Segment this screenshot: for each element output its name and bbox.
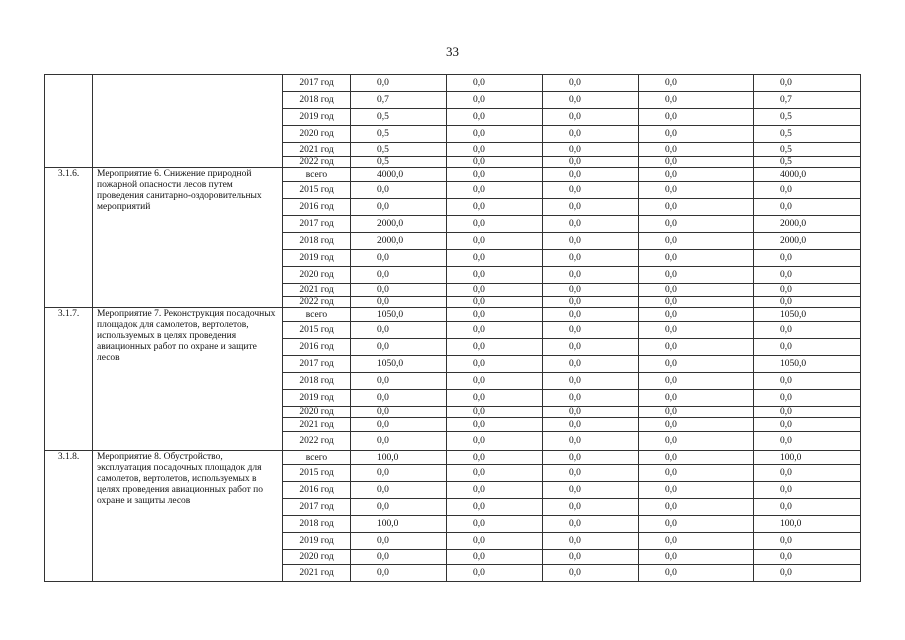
amount-cell: 0,0 xyxy=(639,216,754,233)
amount-cell: 0,0 xyxy=(639,356,754,373)
amount-cell: 0,0 xyxy=(447,157,543,168)
amount-cell: 0,0 xyxy=(543,533,639,550)
period-cell: 2017 год xyxy=(283,75,351,92)
amount-cell: 0,0 xyxy=(543,168,639,182)
activity-code: 3.1.8. xyxy=(45,451,93,582)
period-cell: 2016 год xyxy=(283,339,351,356)
amount-cell: 0,0 xyxy=(351,407,447,418)
amount-cell: 0,0 xyxy=(754,432,861,451)
amount-cell: 0,0 xyxy=(351,182,447,199)
amount-cell: 0,0 xyxy=(639,109,754,126)
amount-cell: 4000,0 xyxy=(754,168,861,182)
amount-cell: 0,0 xyxy=(447,356,543,373)
amount-cell: 0,0 xyxy=(447,465,543,482)
amount-cell: 0,0 xyxy=(543,182,639,199)
amount-cell: 0,0 xyxy=(447,75,543,92)
period-cell: 2019 год xyxy=(283,250,351,267)
amount-cell: 0,0 xyxy=(639,550,754,565)
amount-cell: 0,0 xyxy=(447,182,543,199)
period-cell: 2021 год xyxy=(283,143,351,157)
amount-cell: 0,0 xyxy=(447,109,543,126)
amount-cell: 0,0 xyxy=(447,407,543,418)
amount-cell: 2000,0 xyxy=(351,233,447,250)
period-cell: 2022 год xyxy=(283,157,351,168)
amount-cell: 0,0 xyxy=(754,533,861,550)
amount-cell: 0,0 xyxy=(447,390,543,407)
amount-cell: 0,0 xyxy=(543,126,639,143)
amount-cell: 0,5 xyxy=(754,126,861,143)
amount-cell: 0,0 xyxy=(543,356,639,373)
amount-cell: 0,0 xyxy=(754,373,861,390)
amount-cell: 0,0 xyxy=(754,339,861,356)
amount-cell: 0,0 xyxy=(639,407,754,418)
amount-cell: 0,0 xyxy=(639,533,754,550)
amount-cell: 0,0 xyxy=(351,390,447,407)
amount-cell: 0,0 xyxy=(639,482,754,499)
activity-description xyxy=(93,75,283,168)
amount-cell: 0,0 xyxy=(543,233,639,250)
amount-cell: 0,0 xyxy=(351,499,447,516)
amount-cell: 0,0 xyxy=(351,284,447,297)
amount-cell: 0,0 xyxy=(639,168,754,182)
amount-cell: 1050,0 xyxy=(351,356,447,373)
amount-cell: 0,0 xyxy=(754,297,861,308)
amount-cell: 0,0 xyxy=(447,418,543,432)
amount-cell: 0,0 xyxy=(351,339,447,356)
period-cell: всего xyxy=(283,451,351,465)
amount-cell: 0,0 xyxy=(543,157,639,168)
page-number: 33 xyxy=(446,44,459,59)
amount-cell: 4000,0 xyxy=(351,168,447,182)
amount-cell: 0,0 xyxy=(543,407,639,418)
amount-cell: 0,0 xyxy=(447,233,543,250)
amount-cell: 100,0 xyxy=(754,516,861,533)
amount-cell: 0,0 xyxy=(543,499,639,516)
period-cell: 2018 год xyxy=(283,373,351,390)
amount-cell: 0,0 xyxy=(543,199,639,216)
amount-cell: 100,0 xyxy=(754,451,861,465)
amount-cell: 1050,0 xyxy=(754,308,861,322)
amount-cell: 0,0 xyxy=(754,465,861,482)
period-cell: 2020 год xyxy=(283,407,351,418)
amount-cell: 0,0 xyxy=(351,250,447,267)
amount-cell: 0,0 xyxy=(447,482,543,499)
amount-cell: 0,0 xyxy=(351,322,447,339)
amount-cell: 0,0 xyxy=(543,418,639,432)
amount-cell: 0,0 xyxy=(639,322,754,339)
period-cell: 2015 год xyxy=(283,182,351,199)
amount-cell: 0,0 xyxy=(447,126,543,143)
table-row xyxy=(45,168,861,182)
amount-cell: 0,0 xyxy=(447,143,543,157)
period-cell: 2019 год xyxy=(283,533,351,550)
period-cell: 2018 год xyxy=(283,233,351,250)
amount-cell: 0,0 xyxy=(351,418,447,432)
amount-cell: 0,5 xyxy=(754,143,861,157)
amount-cell: 0,0 xyxy=(754,390,861,407)
amount-cell: 0,0 xyxy=(639,418,754,432)
amount-cell: 0,0 xyxy=(447,284,543,297)
activity-code xyxy=(45,75,93,168)
amount-cell: 0,0 xyxy=(447,533,543,550)
period-cell: всего xyxy=(283,308,351,322)
amount-cell: 0,0 xyxy=(447,451,543,465)
amount-cell: 0,0 xyxy=(447,199,543,216)
period-cell: 2017 год xyxy=(283,216,351,233)
amount-cell: 0,0 xyxy=(754,565,861,582)
activity-description: Мероприятие 6. Снижение природной пожарной опасности лесов путем проведения санитарно-оздоровительных мероприятий xyxy=(93,168,283,308)
amount-cell: 0,0 xyxy=(351,482,447,499)
amount-cell: 0,0 xyxy=(543,143,639,157)
amount-cell: 0,0 xyxy=(639,297,754,308)
amount-cell: 0,0 xyxy=(754,199,861,216)
amount-cell: 0,5 xyxy=(351,143,447,157)
amount-cell: 0,0 xyxy=(447,168,543,182)
period-cell: 2015 год xyxy=(283,465,351,482)
period-cell: 2019 год xyxy=(283,109,351,126)
amount-cell: 0,0 xyxy=(543,250,639,267)
amount-cell: 0,0 xyxy=(543,432,639,451)
amount-cell: 0,0 xyxy=(639,432,754,451)
period-cell: 2021 год xyxy=(283,418,351,432)
amount-cell: 0,0 xyxy=(447,92,543,109)
table-row xyxy=(45,451,861,465)
period-cell: 2022 год xyxy=(283,432,351,451)
amount-cell: 0,0 xyxy=(351,533,447,550)
amount-cell: 0,0 xyxy=(351,297,447,308)
amount-cell: 0,0 xyxy=(639,75,754,92)
amount-cell: 0,0 xyxy=(351,75,447,92)
activity-description: Мероприятие 8. Обустройство, эксплуатация посадочных площадок для самолетов, вертолетов, используемых в целях проведения авиационных работ по охране и защиты лесов xyxy=(93,451,283,582)
amount-cell: 0,0 xyxy=(351,550,447,565)
amount-cell: 0,0 xyxy=(543,465,639,482)
amount-cell: 0,0 xyxy=(754,418,861,432)
amount-cell: 0,0 xyxy=(447,267,543,284)
amount-cell: 0,0 xyxy=(639,308,754,322)
amount-cell: 0,0 xyxy=(754,322,861,339)
amount-cell: 0,0 xyxy=(543,92,639,109)
amount-cell: 0,5 xyxy=(754,109,861,126)
amount-cell: 0,0 xyxy=(639,250,754,267)
amount-cell: 0,0 xyxy=(543,322,639,339)
amount-cell: 0,0 xyxy=(447,322,543,339)
amount-cell: 0,0 xyxy=(754,407,861,418)
amount-cell: 0,0 xyxy=(754,482,861,499)
amount-cell: 1050,0 xyxy=(351,308,447,322)
period-cell: 2017 год xyxy=(283,499,351,516)
amount-cell: 0,0 xyxy=(543,109,639,126)
amount-cell: 2000,0 xyxy=(351,216,447,233)
amount-cell: 0,0 xyxy=(543,339,639,356)
amount-cell: 0,0 xyxy=(639,565,754,582)
period-cell: 2016 год xyxy=(283,482,351,499)
amount-cell: 0,0 xyxy=(543,75,639,92)
period-cell: 2019 год xyxy=(283,390,351,407)
amount-cell: 0,0 xyxy=(754,182,861,199)
period-cell: 2021 год xyxy=(283,284,351,297)
table-body xyxy=(45,75,861,582)
period-cell: 2020 год xyxy=(283,126,351,143)
period-cell: 2017 год xyxy=(283,356,351,373)
budget-table xyxy=(44,74,861,582)
amount-cell: 0,0 xyxy=(754,499,861,516)
activity-code: 3.1.6. xyxy=(45,168,93,308)
amount-cell: 0,0 xyxy=(351,267,447,284)
amount-cell: 0,0 xyxy=(639,339,754,356)
amount-cell: 0,0 xyxy=(754,550,861,565)
amount-cell: 0,0 xyxy=(447,565,543,582)
amount-cell: 0,0 xyxy=(543,267,639,284)
amount-cell: 0,0 xyxy=(447,499,543,516)
amount-cell: 0,0 xyxy=(351,199,447,216)
period-cell: 2015 год xyxy=(283,322,351,339)
amount-cell: 0,0 xyxy=(543,308,639,322)
amount-cell: 0,7 xyxy=(351,92,447,109)
amount-cell: 0,0 xyxy=(447,516,543,533)
amount-cell: 100,0 xyxy=(351,451,447,465)
activity-code: 3.1.7. xyxy=(45,308,93,451)
amount-cell: 0,0 xyxy=(543,516,639,533)
amount-cell: 0,0 xyxy=(639,92,754,109)
amount-cell: 2000,0 xyxy=(754,216,861,233)
amount-cell: 0,0 xyxy=(351,465,447,482)
amount-cell: 0,0 xyxy=(639,233,754,250)
amount-cell: 0,0 xyxy=(754,284,861,297)
amount-cell: 0,0 xyxy=(447,216,543,233)
amount-cell: 0,0 xyxy=(351,432,447,451)
amount-cell: 0,0 xyxy=(543,373,639,390)
amount-cell: 0,0 xyxy=(639,143,754,157)
amount-cell: 0,0 xyxy=(543,390,639,407)
amount-cell: 0,0 xyxy=(447,250,543,267)
amount-cell: 0,0 xyxy=(639,126,754,143)
table-row xyxy=(45,75,861,92)
table-row xyxy=(45,308,861,322)
activity-description: Мероприятие 7. Реконструкция посадочных площадок для самолетов, вертолетов, используемых в целях проведения авиационных работ по охране и защите лесов xyxy=(93,308,283,451)
period-cell: 2016 год xyxy=(283,199,351,216)
amount-cell: 100,0 xyxy=(351,516,447,533)
amount-cell: 0,0 xyxy=(447,339,543,356)
amount-cell: 0,0 xyxy=(754,75,861,92)
amount-cell: 0,0 xyxy=(639,465,754,482)
amount-cell: 0,0 xyxy=(639,182,754,199)
amount-cell: 0,0 xyxy=(543,482,639,499)
amount-cell: 0,0 xyxy=(543,550,639,565)
amount-cell: 0,7 xyxy=(754,92,861,109)
amount-cell: 0,0 xyxy=(639,390,754,407)
amount-cell: 0,0 xyxy=(754,250,861,267)
amount-cell: 0,0 xyxy=(543,565,639,582)
amount-cell: 0,0 xyxy=(543,451,639,465)
amount-cell: 0,0 xyxy=(543,216,639,233)
amount-cell: 1050,0 xyxy=(754,356,861,373)
amount-cell: 0,0 xyxy=(754,267,861,284)
amount-cell: 0,0 xyxy=(639,451,754,465)
period-cell: 2018 год xyxy=(283,516,351,533)
amount-cell: 0,5 xyxy=(754,157,861,168)
amount-cell: 0,0 xyxy=(639,373,754,390)
amount-cell: 0,0 xyxy=(351,565,447,582)
period-cell: 2022 год xyxy=(283,297,351,308)
period-cell: 2020 год xyxy=(283,550,351,565)
amount-cell: 0,0 xyxy=(447,373,543,390)
amount-cell: 0,0 xyxy=(447,308,543,322)
amount-cell: 0,0 xyxy=(639,499,754,516)
amount-cell: 0,0 xyxy=(639,199,754,216)
amount-cell: 0,0 xyxy=(447,432,543,451)
amount-cell: 0,0 xyxy=(639,516,754,533)
amount-cell: 0,0 xyxy=(447,297,543,308)
amount-cell: 0,0 xyxy=(447,550,543,565)
amount-cell: 0,5 xyxy=(351,157,447,168)
amount-cell: 0,0 xyxy=(351,373,447,390)
amount-cell: 0,5 xyxy=(351,109,447,126)
amount-cell: 0,0 xyxy=(543,297,639,308)
period-cell: 2021 год xyxy=(283,565,351,582)
period-cell: 2020 год xyxy=(283,267,351,284)
amount-cell: 0,0 xyxy=(639,157,754,168)
amount-cell: 0,0 xyxy=(639,284,754,297)
period-cell: всего xyxy=(283,168,351,182)
amount-cell: 0,0 xyxy=(639,267,754,284)
period-cell: 2018 год xyxy=(283,92,351,109)
amount-cell: 0,5 xyxy=(351,126,447,143)
amount-cell: 2000,0 xyxy=(754,233,861,250)
amount-cell: 0,0 xyxy=(543,284,639,297)
